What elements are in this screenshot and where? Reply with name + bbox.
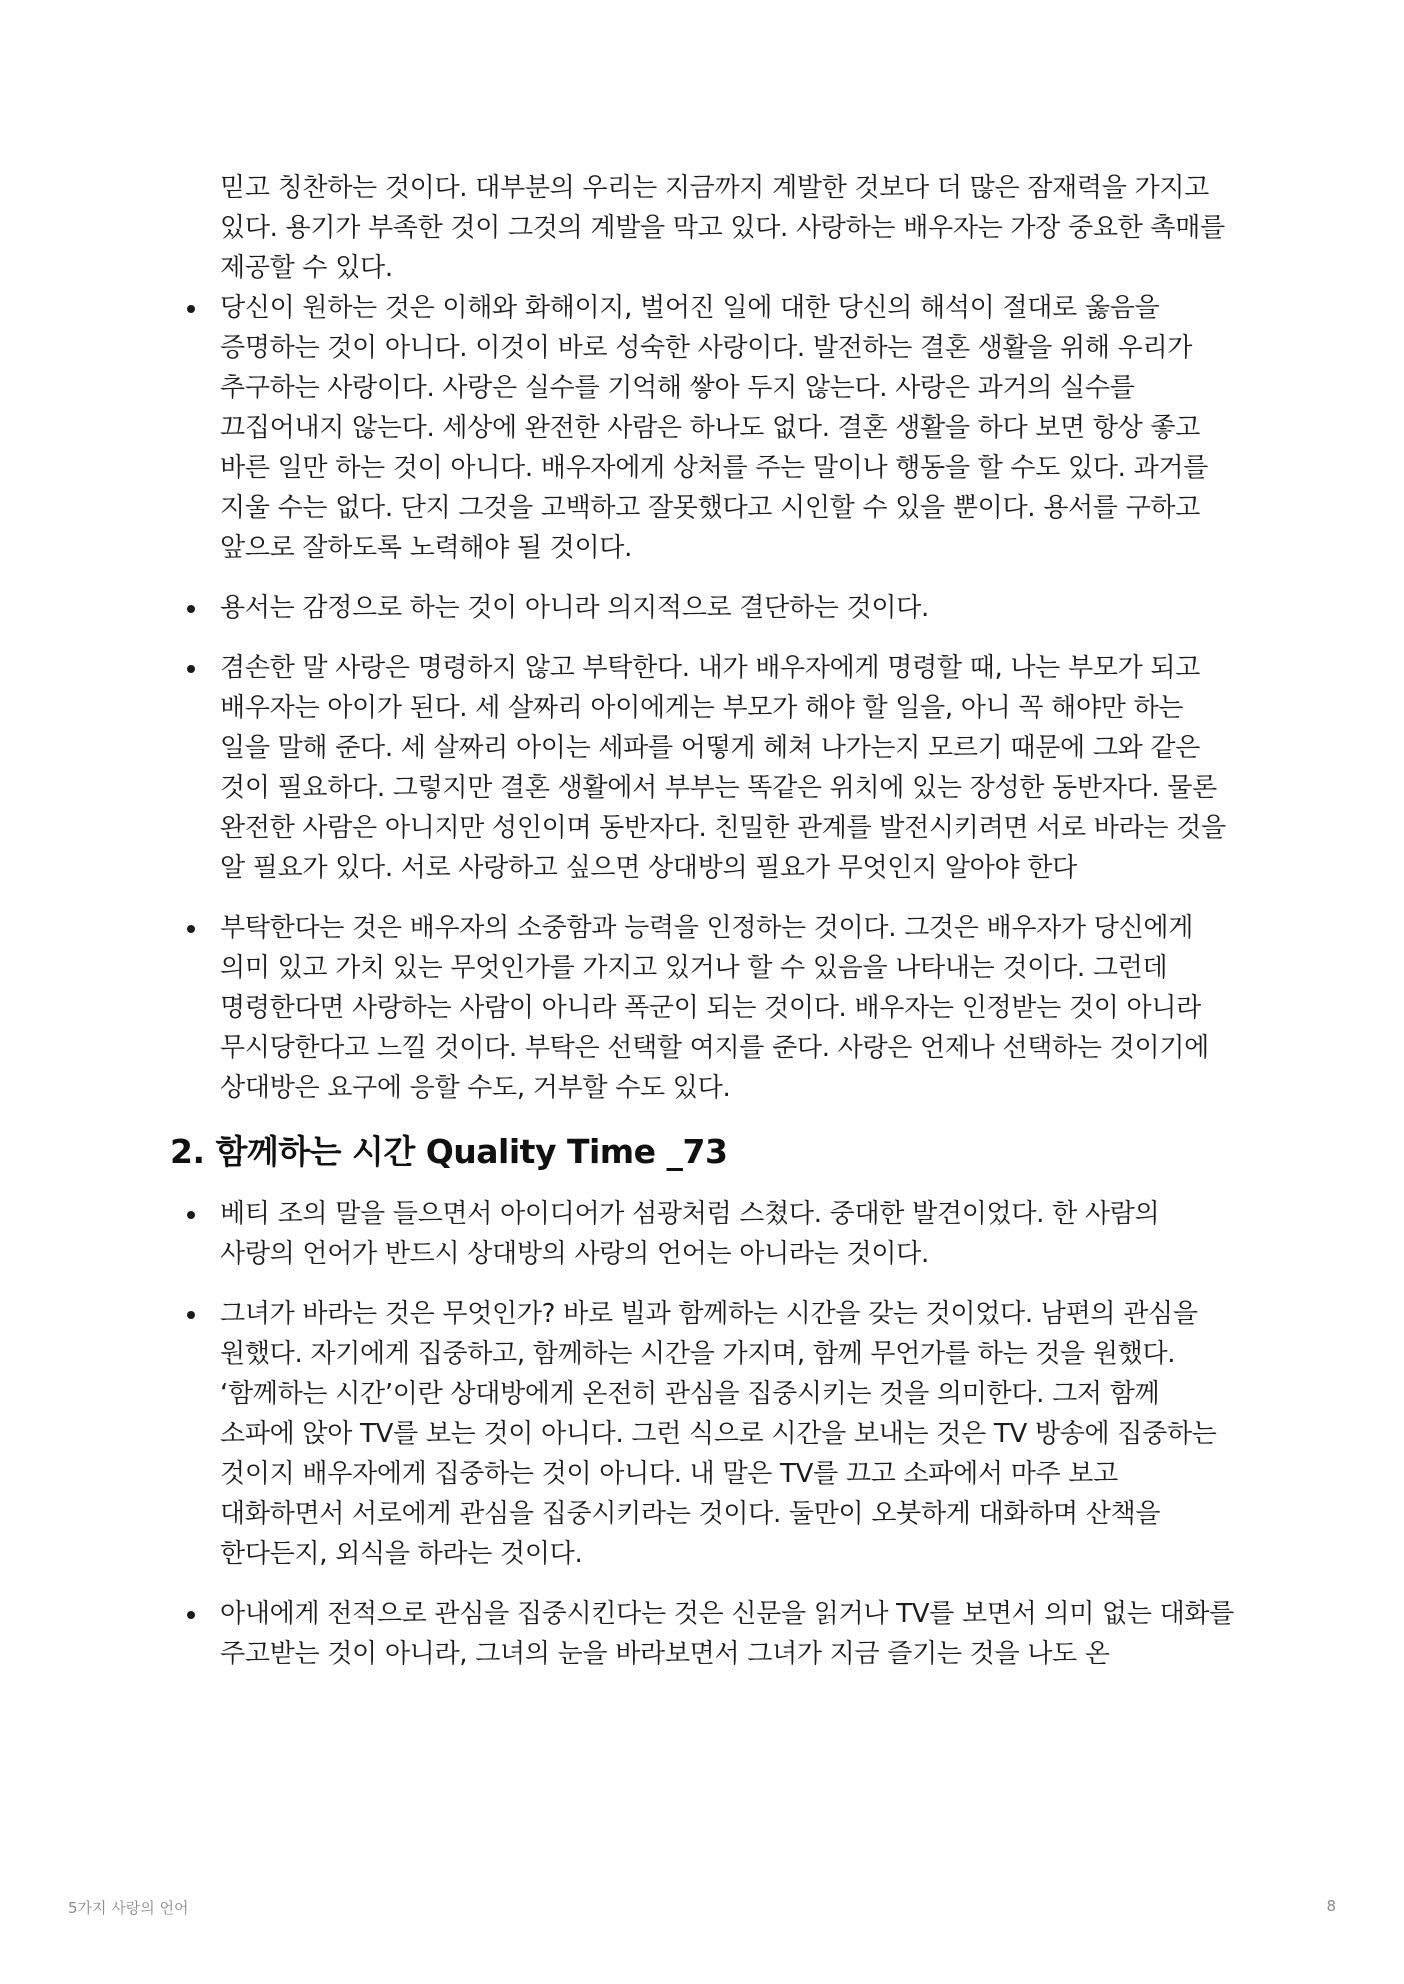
list-item: 베티 조의 말을 들으면서 아이디어가 섬광처럼 스쳤다. 중대한 발견이었다. 한 사람의 사랑의 언어가 반드시 상대방의 사랑의 언어는 아니라는 것이다. [170, 1194, 1235, 1274]
list-item: 겸손한 말 사랑은 명령하지 않고 부탁한다. 내가 배우자에게 명령할 때, 나는 부모가 되고 배우자는 아이가 된다. 세 살짜리 아이에게는 부모가 해야 할 일을, 아니 꼭 해야만 하는 일을 말해 준다. 세 살짜리 아이는 세파를 어떻게 헤쳐 나가는지 모르기 때문에 그와 같은 것이 필요하다. 그렇지만 결혼 생활에서 부부는 똑같은 위치에 있는 장성한 동반자다. 물론 완전한 사람은 아니지만 성인이며 동반자다. 친밀한 관계를 발전시키려면 서로 바라는 것을 알 필요가 있다. 서로 사랑하고 싶으면 상대방의 필요가 무엇인지 알아야 한다 [170, 648, 1235, 888]
bullet-list-love-section [170, 288, 1235, 1108]
list-item: 그녀가 바라는 것은 무엇인가? 바로 빌과 함께하는 시간을 갖는 것이었다. 남편의 관심을 원했다. 자기에게 집중하고, 함께하는 시간을 가지며, 함께 무언가를 하는 것을 원했다. ‘함께하는 시간’이란 상대방에게 온전히 관심을 집중시키는 것을 의미한다. 그저 함께 소파에 앉아 TV를 보는 것이 아니다. 그런 식으로 시간을 보내는 것은 TV 방송에 집중하는 것이지 배우자에게 집중하는 것이 아니다. 내 말은 TV를 끄고 소파에서 마주 보고 대화하면서 서로에게 관심을 집중시키라는 것이다. 둘만이 오붓하게 대화하며 산책을 한다든지, 외식을 하라는 것이다. [170, 1294, 1235, 1574]
section-heading: 2. 함께하는 시간 Quality Time _73 [170, 1132, 728, 1171]
list-item: 용서는 감정으로 하는 것이 아니라 의지적으로 결단하는 것이다. [170, 588, 1235, 628]
page-content [170, 168, 1235, 1694]
footer-book-title: 5가지 사랑의 언어 [68, 1899, 189, 1917]
list-item: 아내에게 전적으로 관심을 집중시킨다는 것은 신문을 읽거나 TV를 보면서 의미 없는 대화를 주고받는 것이 아니라, 그녀의 눈을 바라보면서 그녀가 지금 즐기는 것을 나도 온 [170, 1594, 1235, 1674]
list-item: 부탁한다는 것은 배우자의 소중함과 능력을 인정하는 것이다. 그것은 배우자가 당신에게 의미 있고 가치 있는 무엇인가를 가지고 있거나 할 수 있음을 나타내는 것이다. 그런데 명령한다면 사랑하는 사람이 아니라 폭군이 되는 것이다. 배우자는 인정받는 것이 아니라 무시당한다고 느낄 것이다. 부탁은 선택할 여지를 준다. 사랑은 언제나 선택하는 것이기에 상대방은 요구에 응할 수도, 거부할 수도 있다. [170, 908, 1235, 1108]
footer-page-number: 8 [1326, 1897, 1336, 1915]
continued-paragraph: 믿고 칭찬하는 것이다. 대부분의 우리는 지금까지 계발한 것보다 더 많은 잠재력을 가지고 있다. 용기가 부족한 것이 그것의 계발을 막고 있다. 사랑하는 배우자는 가장 중요한 촉매를 제공할 수 있다. [220, 173, 1225, 283]
bullet-list-quality-time [170, 1194, 1235, 1674]
list-item: 당신이 원하는 것은 이해와 화해이지, 벌어진 일에 대한 당신의 해석이 절대로 옳음을 증명하는 것이 아니다. 이것이 바로 성숙한 사랑이다. 발전하는 결혼 생활을 위해 우리가 추구하는 사랑이다. 사랑은 실수를 기억해 쌓아 두지 않는다. 사랑은 과거의 실수를 끄집어내지 않는다. 세상에 완전한 사람은 하나도 없다. 결혼 생활을 하다 보면 항상 좋고 바른 일만 하는 것이 아니다. 배우자에게 상처를 주는 말이나 행동을 할 수도 있다. 과거를 지울 수는 없다. 단지 그것을 고백하고 잘못했다고 시인할 수 있을 뿐이다. 용서를 구하고 앞으로 잘하도록 노력해야 될 것이다. [170, 288, 1235, 568]
